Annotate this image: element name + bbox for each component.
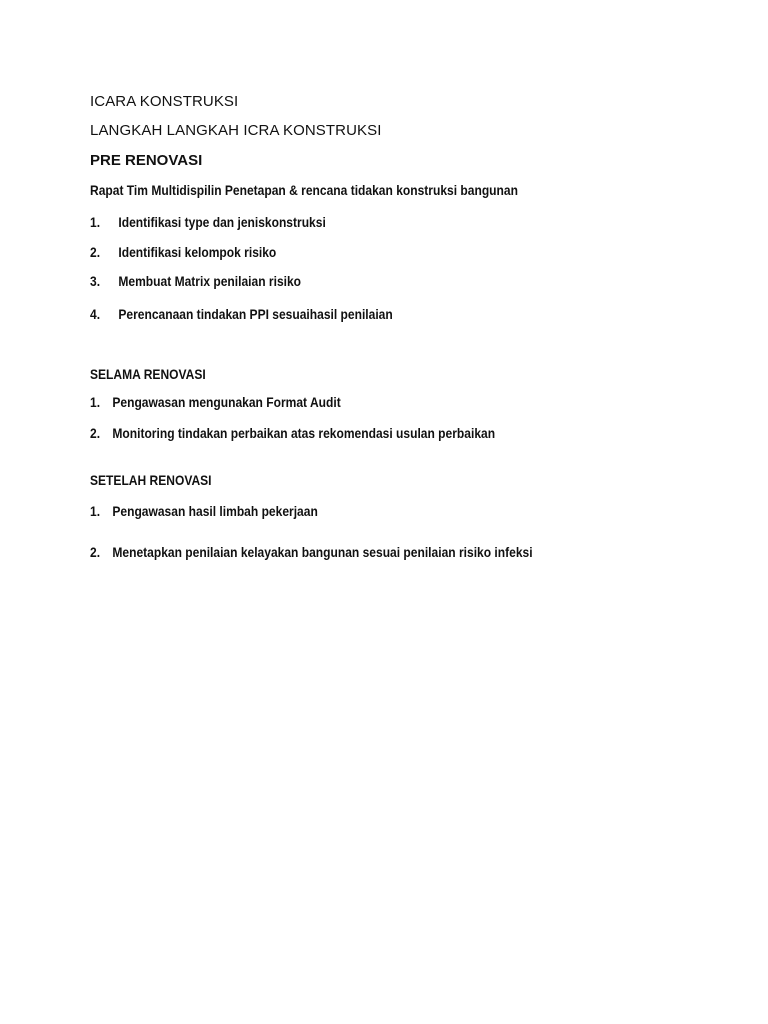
pre-renovasi-heading: PRE RENOVASI xyxy=(90,152,203,169)
list-text: Monitoring tindakan perbaikan atas rekomendasi usulan perbaikan xyxy=(112,425,496,441)
list-text: Membuat Matrix penilaian risiko xyxy=(118,273,302,289)
list-item xyxy=(90,544,533,560)
list-item xyxy=(90,503,318,519)
pre-renovasi-intro: Rapat Tim Multidispilin Penetapan & rencana tidakan konstruksi bangunan xyxy=(90,182,518,198)
list-text: Identifikasi kelompok risiko xyxy=(118,244,277,260)
doc-title: ICARA KONSTRUKSI xyxy=(90,93,239,110)
list-number: 1. xyxy=(90,214,101,230)
list-item xyxy=(90,394,341,410)
list-number: 2. xyxy=(90,244,101,260)
list-item xyxy=(90,306,393,322)
list-text: Identifikasi type dan jeniskonstruksi xyxy=(118,214,326,230)
list-number: 1. xyxy=(90,503,101,519)
list-text: Pengawasan mengunakan Format Audit xyxy=(112,394,341,410)
list-text: Pengawasan hasil limbah pekerjaan xyxy=(112,503,318,519)
list-item xyxy=(90,273,302,289)
selama-renovasi-heading: SELAMA RENOVASI xyxy=(90,366,206,382)
list-item xyxy=(90,425,496,441)
list-number: 1. xyxy=(90,394,101,410)
list-number: 2. xyxy=(90,544,101,560)
list-item xyxy=(90,214,326,230)
list-text: Perencanaan tindakan PPI sesuaihasil penilaian xyxy=(118,306,393,322)
list-number: 2. xyxy=(90,425,101,441)
list-item xyxy=(90,244,277,260)
doc-subtitle: LANGKAH LANGKAH ICRA KONSTRUKSI xyxy=(90,122,382,139)
list-number: 4. xyxy=(90,306,101,322)
list-number: 3. xyxy=(90,273,101,289)
list-text: Menetapkan penilaian kelayakan bangunan sesuai penilaian risiko infeksi xyxy=(112,544,533,560)
setelah-renovasi-heading: SETELAH RENOVASI xyxy=(90,472,212,488)
